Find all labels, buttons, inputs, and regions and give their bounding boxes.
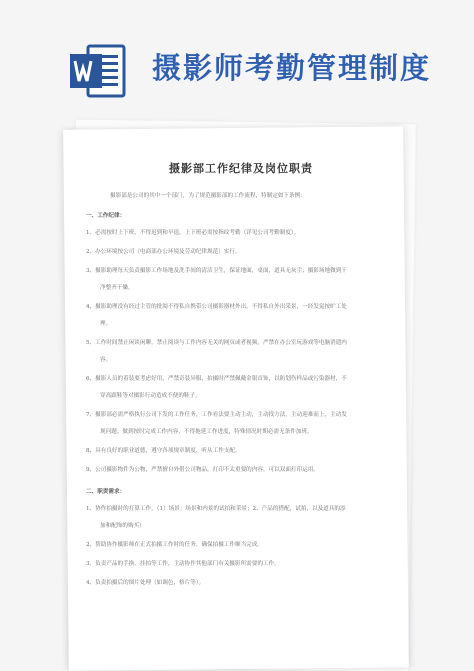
header-banner xyxy=(0,0,474,128)
list-item-continued: 加和配饰的购买） xyxy=(100,523,145,529)
list-item: 3、负责产品的手换，挂拍等工作，主动协作其他部门有关摄影所需要的工作。 xyxy=(86,561,280,567)
list-item-continued: 容。 xyxy=(100,357,112,363)
list-item: 9、公司摄影物件为公物，严禁擅自外借公司物品，打印不太重要的内容，可以双面打印运用。 xyxy=(86,467,319,473)
section-heading: 一、工作纪律： xyxy=(86,213,126,219)
list-item: 4、摄影助理没有经过主管的批阅不得私自携带公司摄影器材外出，不得私自外出采景，一经发觉按旷工处 xyxy=(86,304,347,310)
list-item: 8、具有良好的职业道德，遵守各项规章制度，听从工作支配。 xyxy=(86,448,241,454)
list-item: 3、摄影助理每天负责摄影工作场地及洗手间的清洁卫生，保证地面，桌面，道具无灰尘；摄影场地做到干 xyxy=(86,268,347,274)
list-item: 2、帮助协作摄影师在正式拍摄工作时的任务，确保拍摄工作顺当完成。 xyxy=(86,542,263,548)
list-item: 4、负责拍摄后的图片处理（如调色，格片等）。 xyxy=(86,580,205,586)
list-item: 7、摄影部必需严格执行公司下发的工作任务，工作看法要主动主动，主动找方法，主动迎难而上，主动发 xyxy=(86,412,347,418)
list-item-continued: 穿高跟鞋等对摄影行动造成不便的鞋子。 xyxy=(100,393,201,399)
list-item: 5、工作时间禁止闲谈闲聊，禁止阅读与工作内容无关的网页或者视频，严禁在办公室玩游戏等电脑消遣内 xyxy=(86,340,347,346)
page-title: 摄影师考勤管理制度 xyxy=(152,51,432,85)
word-icon xyxy=(68,42,126,100)
list-item: 6、摄影人员的着装要考虑好用，严禁奇装异服，拍摄时严禁佩戴金银首饰，以防划伤样品或污染器材，不 xyxy=(86,376,347,382)
section-heading: 二、职责需求： xyxy=(86,489,126,495)
list-item-continued: 净整齐干燥。 xyxy=(100,285,134,291)
list-item: 2、办公环境按公司（电商部办公环境及劳动纪律规范）实行。 xyxy=(86,249,241,255)
document-content xyxy=(86,160,396,588)
list-item: 1、必需按时上下班，不得迟到和早退，上下班必需按指纹考勤（详见公司考勤制度）。 xyxy=(86,230,300,236)
intro-text: 摄影部是公司的其中一个部门，为了规范摄影部的工作流程，特制定如下条例： xyxy=(110,193,306,199)
list-item: 1、协作拍摄时的打算工作，（1）场景：场景和内景的试拍和采景；2、产品的搭配，试拍，以及道具的添 xyxy=(86,506,346,512)
list-item-continued: 现问题；做到按时完成工作内容，不得拖延工作进度，特殊情况时期必需无条件加班。 xyxy=(100,429,313,435)
list-item-continued: 理。 xyxy=(100,321,112,327)
document-title: 摄影部工作纪律及岗位职责 xyxy=(169,162,313,175)
